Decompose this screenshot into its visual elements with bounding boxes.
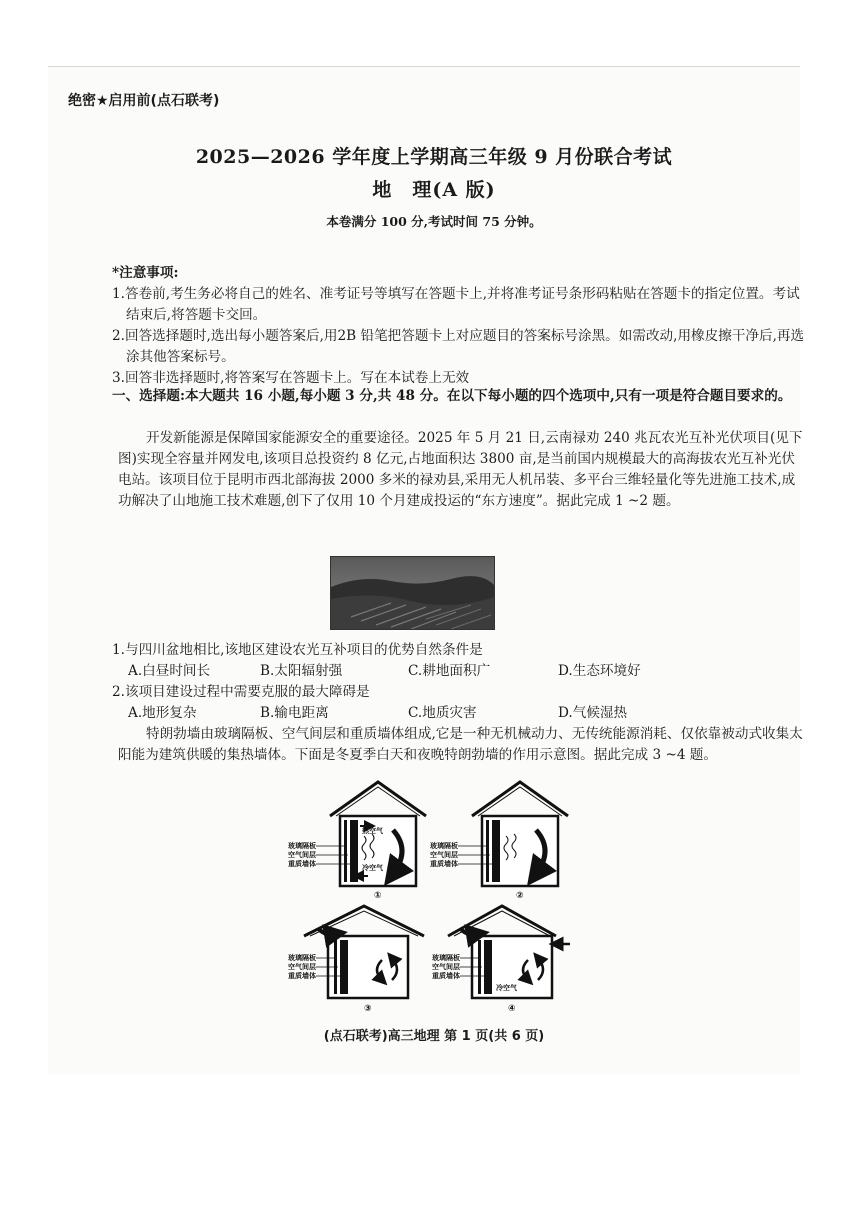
note-item: 1.答卷前,考生务必将自己的姓名、准考证号等填写在答题卡上,并将准考证号条形码粘贴在答题卡的指定位置。考试结束后,将答题卡交回。 [112, 286, 800, 323]
air-gap-label: 空气间层 [430, 851, 458, 859]
air-gap-label: 空气间层 [288, 963, 316, 971]
panel-number: ④ [508, 1004, 516, 1014]
q1-option-d[interactable]: D.生态环境好 [558, 663, 641, 679]
panel-number: ① [374, 891, 382, 901]
question-2-stem: 2.该项目建设过程中需要克服的最大障碍是 [112, 684, 370, 700]
diagram-panel-2 [430, 782, 568, 901]
page-footer: (点石联考)高三地理 第 1 页(共 6 页) [323, 1029, 545, 1044]
glass-panel-label: 玻璃隔板 [430, 842, 458, 850]
passage-2: 特朗勃墙由玻璃隔板、空气间层和重质墙体组成,它是一种无机械动力、无传统能源消耗、仅依靠被动式收集太阳能为建筑供暖的集热墙体。下面是冬夏季白天和夜晚特朗勃墙的作用示意图。据此完成 3 ~4 题。 [118, 726, 803, 763]
glass-panel-label: 玻璃隔板 [288, 954, 316, 962]
passage-1: 开发新能源是保障国家能源安全的重要途径。2025 年 5 月 21 日,云南禄劝 240 兆瓦农光互补光伏项目(见下图)实现全容量并网发电,该项目总投资约 8 亿元,占地面积达 3800 亩,是当前国内规模最大的高海拔农光互补光伏电站。该项目位于昆明市西北部海拔 2000 多米的禄劝县,采用无人机吊装、多平台三维轻量化等先进施工技术,成功解决了山地施工技术难题,创下了仅用 10 个月建成投运的“东方速度”。据此完成 1 ~2 题。 [118, 430, 803, 509]
heavy-wall-label: 重质墙体 [430, 860, 458, 868]
q1-option-a[interactable]: A.白昼时间长 [128, 663, 211, 679]
trombe-wall-diagram [288, 778, 578, 1016]
exam-info: 本卷满分 100 分,考试时间 75 分钟。 [326, 214, 542, 229]
diagram-panel-1 [288, 782, 426, 901]
question-1-options [128, 661, 808, 682]
heavy-wall-label: 重质墙体 [288, 972, 316, 980]
hot-air-label: 热空气 [362, 827, 383, 835]
notes-heading: *注意事项: [112, 265, 179, 281]
heavy-wall-label: 重质墙体 [432, 972, 460, 980]
exam-subject: 地 理(A 版) [372, 179, 496, 201]
q1-option-c[interactable]: C.耕地面积广 [408, 663, 491, 679]
solar-farm-photo [330, 556, 495, 630]
notes-block [112, 263, 808, 389]
q2-option-d[interactable]: D.气候湿热 [558, 705, 628, 721]
q2-option-b[interactable]: B.输电距离 [260, 705, 329, 721]
air-gap-label: 空气间层 [432, 963, 460, 971]
panel-number: ③ [364, 1004, 372, 1014]
question-2-options [128, 703, 808, 724]
confidential-mark: 绝密★启用前(点石联考) [68, 93, 220, 109]
note-item: 3.回答非选择题时,将答案写在答题卡上。写在本试卷上无效 [112, 370, 470, 386]
cold-air-label: 冷空气 [362, 864, 383, 872]
question-1-stem: 1.与四川盆地相比,该地区建设农光互补项目的优势自然条件是 [112, 642, 483, 658]
q2-option-a[interactable]: A.地形复杂 [128, 705, 197, 721]
glass-panel-label: 玻璃隔板 [288, 842, 316, 850]
note-item: 2.回答选择题时,选出每小题答案后,用2B 铅笔把答题卡上对应题目的答案标号涂黑。如需改动,用橡皮擦干净后,再选涂其他答案标号。 [112, 328, 805, 365]
cold-air-label: 冷空气 [496, 984, 517, 992]
panel-number: ② [516, 891, 524, 901]
q2-option-c[interactable]: C.地质灾害 [408, 705, 477, 721]
glass-panel-label: 玻璃隔板 [432, 954, 460, 962]
q1-option-b[interactable]: B.太阳辐射强 [260, 663, 343, 679]
asterisk-icon: * [112, 265, 120, 281]
section-heading: 一、选择题:本大题共 16 小题,每小题 3 分,共 48 分。在以下每小题的四个选项中,只有一项是符合题目要求的。 [112, 388, 792, 404]
heavy-wall-label: 重质墙体 [288, 860, 316, 868]
exam-title: 2025—2026 学年度上学期高三年级 9 月份联合考试 [195, 146, 673, 168]
air-gap-label: 空气间层 [288, 851, 316, 859]
diagram-panel-4 [432, 906, 570, 1014]
diagram-panel-3 [288, 906, 424, 1014]
